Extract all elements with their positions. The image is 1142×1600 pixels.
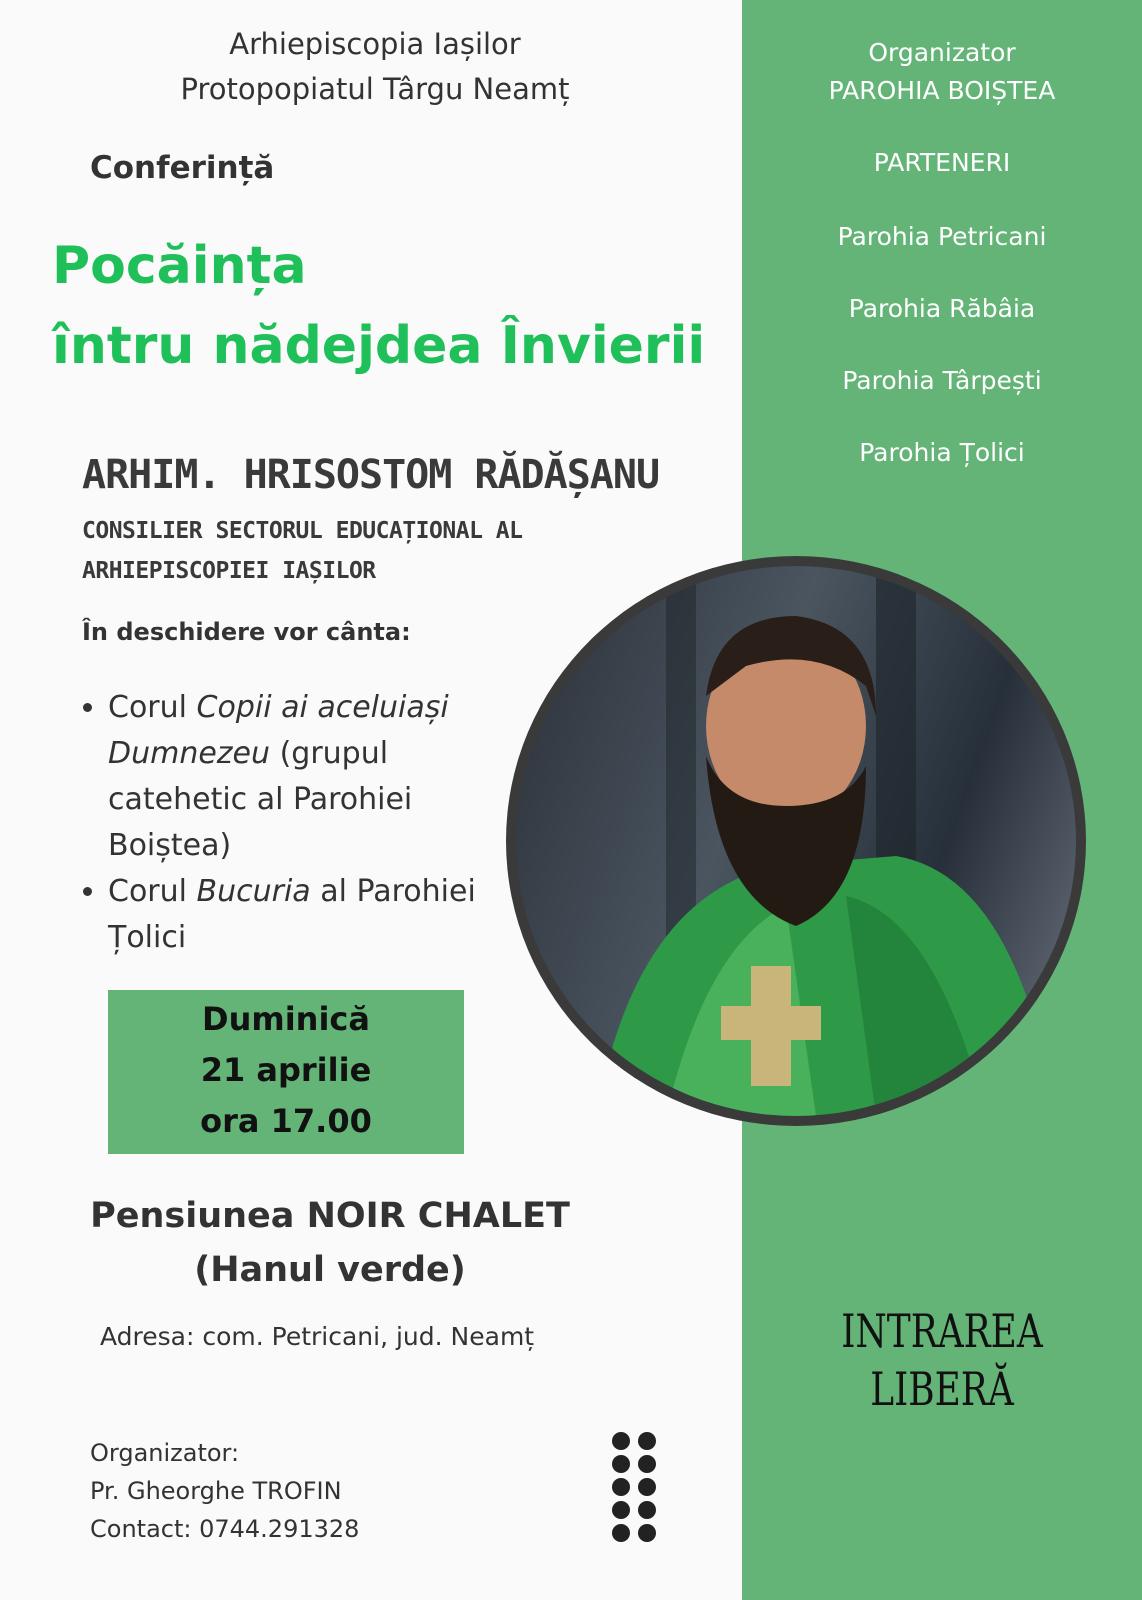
free-entry xyxy=(786,1302,1098,1418)
partner-item: Parohia Petricani xyxy=(837,222,1047,251)
date-day: Duminică xyxy=(202,1000,370,1038)
date-time: ora 17.00 xyxy=(200,1102,372,1140)
speaker-role-line1: CONSILIER SECTORUL EDUCAȚIONAL AL xyxy=(82,518,523,544)
organizer-info xyxy=(90,1434,359,1548)
sidebar-organizer xyxy=(742,34,1142,110)
free-entry-line2: LIBERĂ xyxy=(870,1362,1014,1416)
header xyxy=(100,22,650,112)
title-line2: întru nădejdea Învierii xyxy=(52,316,706,376)
venue-name: Pensiunea NOIR CHALET xyxy=(90,1196,570,1236)
title-line1: Pocăința xyxy=(52,236,307,296)
partners-label: PARTENERI xyxy=(873,148,1011,177)
speaker-name: ARHIM. HRISOSTOM RĂDĂȘANU xyxy=(82,452,660,498)
sidebar-organizer-label: Organizator xyxy=(868,38,1016,67)
choir-name: Bucuria xyxy=(196,874,311,909)
date-date: 21 aprilie xyxy=(200,1051,372,1089)
venue-alias: (Hanul verde) xyxy=(194,1250,466,1290)
date-box xyxy=(108,990,464,1154)
partner-item: Parohia Țolici xyxy=(859,438,1025,467)
event-type: Conferință xyxy=(90,150,275,186)
sidebar-organizer-name: PAROHIA BOIȘTEA xyxy=(828,76,1056,105)
speaker-photo xyxy=(506,556,1086,1126)
header-line2: Protopopiatul Târgu Neamț xyxy=(180,72,570,106)
venue-address: Adresa: com. Petricani, jud. Neamț xyxy=(100,1322,535,1351)
speaker-portrait-illustration xyxy=(516,566,1076,1116)
choir-name: Copii ai aceluiași Dumnezeu xyxy=(108,690,449,771)
opening-label: În deschidere vor cânta: xyxy=(82,618,411,646)
partner-item: Parohia Răbâia xyxy=(848,294,1036,323)
choir-prefix: Corul xyxy=(108,690,197,725)
choir-item xyxy=(108,685,528,869)
organizer-contact: Contact: 0744.291328 xyxy=(90,1515,360,1543)
choir-prefix: Corul xyxy=(108,874,197,909)
choir-item xyxy=(108,869,528,961)
free-entry-line1: INTRAREA xyxy=(841,1304,1043,1358)
choir-suffix: (grupul catehetic al Parohiei Boiștea) xyxy=(108,736,413,863)
organizer-label: Organizator: xyxy=(90,1439,240,1467)
partner-item: Parohia Târpești xyxy=(842,366,1042,395)
speaker-role-line2: ARHIEPISCOPIEI IAȘILOR xyxy=(82,558,376,584)
choir-list xyxy=(80,685,528,961)
dots-decoration-icon xyxy=(612,1432,658,1542)
organizer-name: Pr. Gheorghe TROFIN xyxy=(90,1477,342,1505)
header-line1: Arhiepiscopia Iașilor xyxy=(229,27,521,61)
choir-suffix: al Parohiei Țolici xyxy=(108,874,476,955)
